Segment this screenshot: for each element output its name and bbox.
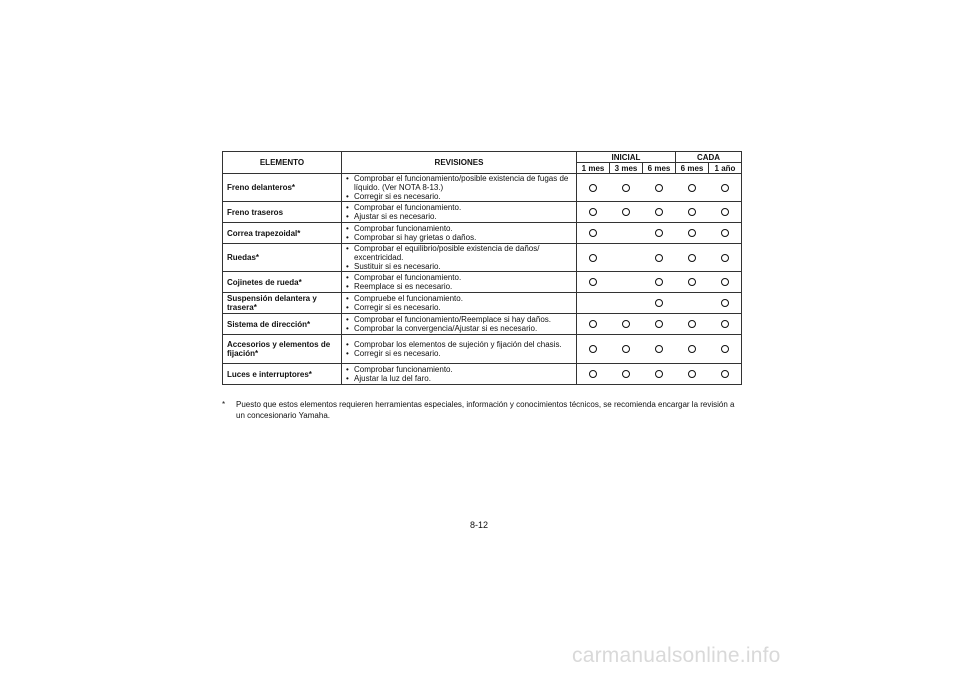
revision-item: • Comprobar funcionamiento. <box>346 365 574 374</box>
row-mark-cell <box>643 272 676 293</box>
row-mark-cell <box>643 202 676 223</box>
header-elemento: ELEMENTO <box>223 152 342 174</box>
revision-list <box>346 340 574 358</box>
row-elemento: Luces e interruptores* <box>223 364 342 385</box>
revision-item: • Reemplace si es necesario. <box>346 282 574 291</box>
row-revisiones <box>342 202 577 223</box>
circle-mark-icon <box>655 299 663 307</box>
row-mark-cell <box>610 244 643 272</box>
row-mark-cell <box>610 335 643 364</box>
circle-mark-icon <box>721 208 729 216</box>
row-mark-cell <box>709 174 742 202</box>
table-row <box>223 202 742 223</box>
table-row <box>223 272 742 293</box>
revision-item: • Corregir si es necesario. <box>346 303 574 312</box>
header-inicial: INICIAL <box>577 152 676 163</box>
revision-list <box>346 315 574 333</box>
revision-item: • Comprobar si hay grietas o daños. <box>346 233 574 242</box>
row-mark-cell <box>610 174 643 202</box>
circle-mark-icon <box>688 320 696 328</box>
circle-mark-icon <box>622 208 630 216</box>
row-mark-cell <box>610 293 643 314</box>
row-mark-cell <box>709 335 742 364</box>
row-mark-cell <box>709 314 742 335</box>
revision-item: • Comprobar funcionamiento. <box>346 224 574 233</box>
revision-item: • Ajustar si es necesario. <box>346 212 574 221</box>
circle-mark-icon <box>655 184 663 192</box>
circle-mark-icon <box>721 229 729 237</box>
row-revisiones <box>342 174 577 202</box>
header-period: 1 año <box>709 163 742 174</box>
row-elemento: Sistema de dirección* <box>223 314 342 335</box>
row-revisiones <box>342 314 577 335</box>
row-mark-cell <box>577 293 610 314</box>
table-row <box>223 223 742 244</box>
row-mark-cell <box>577 244 610 272</box>
table-body <box>223 174 742 385</box>
revision-item: • Compruebe el funcionamiento. <box>346 294 574 303</box>
row-mark-cell <box>643 364 676 385</box>
row-mark-cell <box>577 314 610 335</box>
circle-mark-icon <box>688 208 696 216</box>
circle-mark-icon <box>622 345 630 353</box>
circle-mark-icon <box>688 229 696 237</box>
revision-list <box>346 224 574 242</box>
row-revisiones <box>342 272 577 293</box>
table-row <box>223 335 742 364</box>
row-revisiones <box>342 244 577 272</box>
row-mark-cell <box>577 335 610 364</box>
header-cada: CADA <box>676 152 742 163</box>
circle-mark-icon <box>589 254 597 262</box>
revision-item: • Comprobar el equilibrio/posible existencia de daños/ excentricidad. <box>346 244 574 262</box>
row-mark-cell <box>643 244 676 272</box>
table-row <box>223 314 742 335</box>
row-mark-cell <box>610 314 643 335</box>
row-mark-cell <box>676 364 709 385</box>
row-mark-cell <box>643 174 676 202</box>
circle-mark-icon <box>721 320 729 328</box>
circle-mark-icon <box>655 208 663 216</box>
circle-mark-icon <box>688 345 696 353</box>
revision-item: • Comprobar los elementos de sujeción y fijación del chasis. <box>346 340 574 349</box>
row-revisiones <box>342 335 577 364</box>
revision-item: • Comprobar el funcionamiento. <box>346 273 574 282</box>
row-mark-cell <box>676 293 709 314</box>
revision-item: • Comprobar el funcionamiento/Reemplace si hay daños. <box>346 315 574 324</box>
row-mark-cell <box>709 202 742 223</box>
circle-mark-icon <box>721 370 729 378</box>
circle-mark-icon <box>721 345 729 353</box>
row-mark-cell <box>709 244 742 272</box>
row-elemento: Freno traseros <box>223 202 342 223</box>
circle-mark-icon <box>688 278 696 286</box>
header-period: 3 mes <box>610 163 643 174</box>
table-row <box>223 364 742 385</box>
row-mark-cell <box>676 244 709 272</box>
row-mark-cell <box>709 223 742 244</box>
revision-list <box>346 294 574 312</box>
circle-mark-icon <box>655 229 663 237</box>
row-mark-cell <box>676 223 709 244</box>
row-mark-cell <box>676 174 709 202</box>
circle-mark-icon <box>655 370 663 378</box>
row-mark-cell <box>577 364 610 385</box>
row-mark-cell <box>577 202 610 223</box>
row-elemento: Cojinetes de rueda* <box>223 272 342 293</box>
row-revisiones <box>342 364 577 385</box>
footnote <box>222 399 742 421</box>
row-elemento: Suspensión delantera y trasera* <box>223 293 342 314</box>
row-mark-cell <box>643 293 676 314</box>
row-mark-cell <box>643 223 676 244</box>
circle-mark-icon <box>622 184 630 192</box>
row-mark-cell <box>709 272 742 293</box>
circle-mark-icon <box>655 278 663 286</box>
circle-mark-icon <box>589 345 597 353</box>
revision-list <box>346 273 574 291</box>
circle-mark-icon <box>688 370 696 378</box>
circle-mark-icon <box>589 208 597 216</box>
circle-mark-icon <box>589 229 597 237</box>
row-mark-cell <box>577 223 610 244</box>
row-mark-cell <box>643 335 676 364</box>
table-row <box>223 293 742 314</box>
revision-item: • Corregir si es necesario. <box>346 192 574 201</box>
circle-mark-icon <box>589 370 597 378</box>
row-mark-cell <box>610 364 643 385</box>
circle-mark-icon <box>655 345 663 353</box>
revision-list <box>346 244 574 271</box>
row-mark-cell <box>676 314 709 335</box>
circle-mark-icon <box>721 184 729 192</box>
revision-list <box>346 174 574 201</box>
row-mark-cell <box>709 364 742 385</box>
row-elemento: Correa trapezoidal* <box>223 223 342 244</box>
row-mark-cell <box>676 202 709 223</box>
row-mark-cell <box>610 272 643 293</box>
footnote-marker: * <box>222 400 226 409</box>
circle-mark-icon <box>589 320 597 328</box>
row-mark-cell <box>643 314 676 335</box>
header-revisiones: REVISIONES <box>342 152 577 174</box>
circle-mark-icon <box>688 184 696 192</box>
row-mark-cell <box>676 335 709 364</box>
circle-mark-icon <box>655 254 663 262</box>
watermark: carmanualsonline.info <box>572 644 781 667</box>
table-row <box>223 174 742 202</box>
circle-mark-icon <box>721 278 729 286</box>
revision-list <box>346 203 574 221</box>
revision-item: • Ajustar la luz del faro. <box>346 374 574 383</box>
revision-item: • Corregir si es necesario. <box>346 349 574 358</box>
row-revisiones <box>342 293 577 314</box>
revision-item: • Comprobar la convergencia/Ajustar si es necesario. <box>346 324 574 333</box>
page-number: 8-12 <box>470 520 489 530</box>
circle-mark-icon <box>589 278 597 286</box>
row-mark-cell <box>577 174 610 202</box>
row-revisiones <box>342 223 577 244</box>
row-mark-cell <box>610 223 643 244</box>
revision-item: • Comprobar el funcionamiento/posible existencia de fugas de líquido. (Ver NOTA 8-13.) <box>346 174 574 192</box>
header-period: 1 mes <box>577 163 610 174</box>
row-mark-cell <box>709 293 742 314</box>
circle-mark-icon <box>622 320 630 328</box>
circle-mark-icon <box>688 254 696 262</box>
header-period: 6 mes <box>643 163 676 174</box>
revision-item: • Comprobar el funcionamiento. <box>346 203 574 212</box>
row-elemento: Ruedas* <box>223 244 342 272</box>
row-elemento: Freno delanteros* <box>223 174 342 202</box>
row-mark-cell <box>676 272 709 293</box>
circle-mark-icon <box>589 184 597 192</box>
row-mark-cell <box>610 202 643 223</box>
table-row <box>223 244 742 272</box>
circle-mark-icon <box>721 299 729 307</box>
circle-mark-icon <box>655 320 663 328</box>
header-period: 6 mes <box>676 163 709 174</box>
revision-list <box>346 365 574 383</box>
footnote-text: Puesto que estos elementos requieren herramientas especiales, información y conocimientos técnicos, se recomienda encargar la revisión a un concesionario Yamaha. <box>236 400 735 420</box>
row-mark-cell <box>577 272 610 293</box>
maintenance-table <box>222 151 742 385</box>
circle-mark-icon <box>622 370 630 378</box>
row-elemento: Accesorios y elementos de fijación* <box>223 335 342 364</box>
circle-mark-icon <box>721 254 729 262</box>
revision-item: • Sustituir si es necesario. <box>346 262 574 271</box>
